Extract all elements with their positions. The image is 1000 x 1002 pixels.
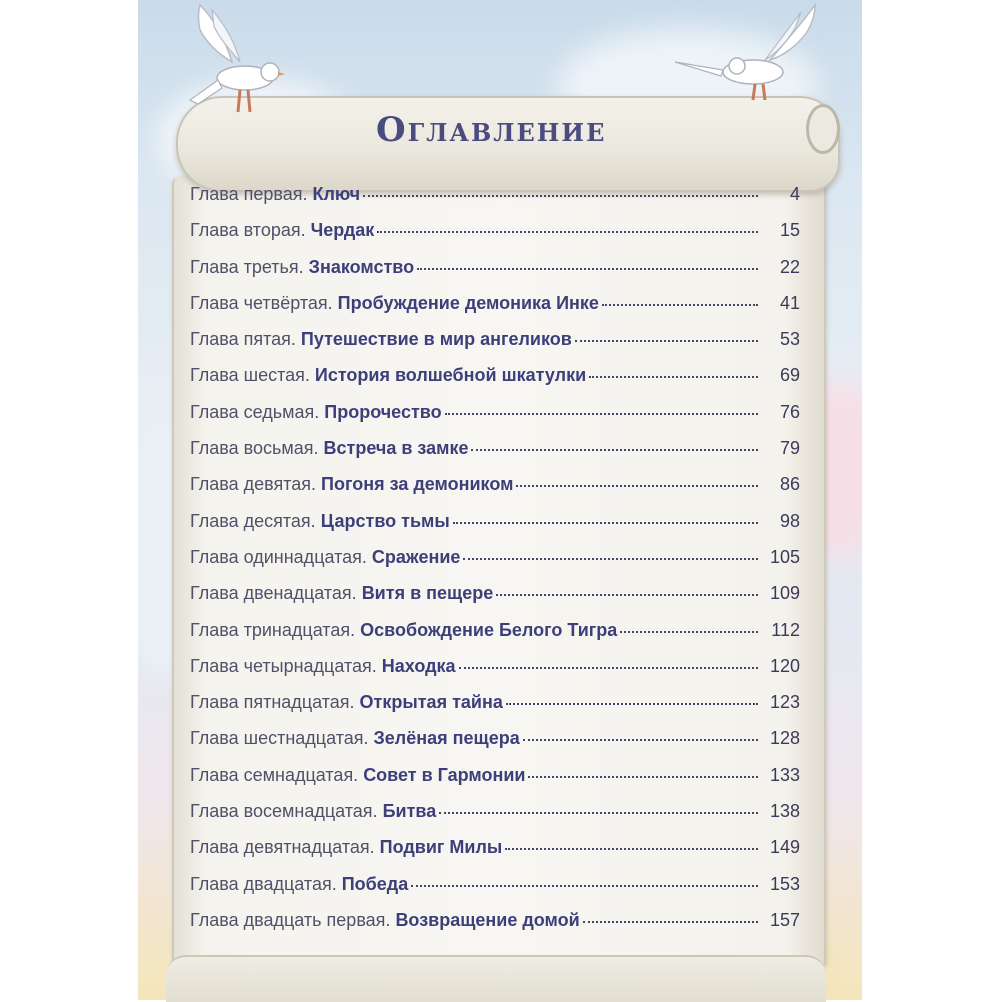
dot-leader	[505, 848, 758, 850]
page-number: 105	[769, 546, 800, 567]
chapter-title: Совет в Гармонии	[363, 764, 526, 785]
page-number: 133	[769, 764, 800, 785]
toc-entry[interactable]	[190, 692, 800, 728]
dot-leader	[589, 376, 758, 378]
dot-leader	[528, 776, 758, 778]
chapter-title: Битва	[382, 801, 437, 822]
toc-entry[interactable]	[190, 293, 800, 329]
chapter-title: Ключ	[312, 184, 361, 204]
dot-leader	[496, 594, 758, 596]
chapter-number: Глава вторая.	[190, 220, 306, 241]
toc-entry[interactable]	[190, 874, 800, 910]
toc-entry[interactable]	[190, 910, 800, 946]
page-title: Оглавление	[376, 110, 607, 150]
chapter-number: Глава двенадцатая.	[190, 583, 357, 604]
page-number: 22	[779, 256, 800, 277]
dot-leader	[523, 739, 758, 741]
chapter-title: Чердак	[310, 220, 375, 241]
toc-entry[interactable]	[190, 583, 800, 619]
dot-leader	[575, 340, 758, 342]
chapter-number: Глава пятнадцатая.	[190, 692, 355, 713]
page-number: 128	[769, 728, 800, 749]
chapter-title: Витя в пещере	[361, 583, 494, 604]
parchment-scroll-bottom	[166, 955, 826, 1002]
toc-entry[interactable]	[190, 620, 800, 656]
page-number: 41	[779, 292, 800, 313]
page-number: 149	[769, 837, 800, 858]
chapter-number: Глава десятая.	[190, 510, 316, 531]
chapter-number: Глава тринадцатая.	[190, 619, 356, 640]
chapter-number: Глава восьмая.	[190, 438, 319, 459]
toc-entry[interactable]	[190, 438, 800, 474]
chapter-title: Знакомство	[308, 256, 415, 277]
scroll-curl-icon	[806, 104, 840, 154]
chapter-number: Глава двадцать первая.	[190, 909, 391, 930]
dove-icon	[170, 0, 290, 120]
dot-leader	[602, 304, 758, 306]
page-number: 69	[779, 365, 800, 386]
chapter-title: Сражение	[371, 546, 461, 567]
chapter-number: Глава восемнадцатая.	[190, 801, 378, 822]
dot-leader	[453, 522, 758, 524]
chapter-number: Глава семнадцатая.	[190, 764, 359, 785]
toc-entry[interactable]	[190, 329, 800, 365]
chapter-title: Зелёная пещера	[373, 728, 520, 749]
chapter-title: Возвращение домой	[395, 909, 580, 930]
dot-leader	[363, 195, 758, 197]
dot-leader	[463, 558, 758, 560]
chapter-title: Царство тьмы	[320, 510, 450, 531]
dot-leader	[417, 268, 758, 270]
toc-entry[interactable]	[190, 837, 800, 873]
chapter-title: Погоня за демоником	[321, 474, 514, 495]
chapter-number: Глава одиннадцатая.	[190, 546, 367, 567]
page-number: 123	[769, 692, 800, 713]
dot-leader	[506, 703, 758, 705]
dot-leader	[445, 413, 758, 415]
chapter-number: Глава двадцатая.	[190, 873, 337, 894]
chapter-number: Глава четырнадцатая.	[190, 655, 377, 676]
chapter-number: Глава первая.	[190, 184, 308, 204]
dot-leader	[377, 231, 758, 233]
chapter-number: Глава седьмая.	[190, 401, 320, 422]
toc-entry[interactable]	[190, 184, 800, 220]
toc-entry[interactable]	[190, 765, 800, 801]
toc-entry[interactable]	[190, 257, 800, 293]
toc-entry[interactable]	[190, 728, 800, 764]
dot-leader	[459, 667, 758, 669]
toc-entry[interactable]	[190, 402, 800, 438]
page-number: 53	[779, 329, 800, 350]
chapter-title: История волшебной шкатулки	[314, 365, 587, 386]
toc-entry[interactable]	[190, 547, 800, 583]
dot-leader	[439, 812, 758, 814]
chapter-number: Глава шестая.	[190, 365, 310, 386]
dot-leader	[516, 485, 758, 487]
dot-leader	[411, 885, 758, 887]
table-of-contents	[190, 184, 800, 946]
chapter-number: Глава девятнадцатая.	[190, 837, 375, 858]
chapter-title: Находка	[381, 655, 456, 676]
page-number: 15	[779, 220, 800, 241]
chapter-title: Пророчество	[324, 401, 442, 422]
chapter-title: Встреча в замке	[323, 438, 469, 459]
page-number: 86	[779, 474, 800, 495]
dot-leader	[583, 921, 758, 923]
chapter-title: Победа	[341, 873, 409, 894]
dot-leader	[620, 631, 758, 633]
toc-entry[interactable]	[190, 365, 800, 401]
page-number: 98	[779, 510, 800, 531]
dot-leader	[471, 449, 758, 451]
toc-entry[interactable]	[190, 656, 800, 692]
chapter-number: Глава четвёртая.	[190, 292, 333, 313]
chapter-number: Глава пятая.	[190, 329, 296, 350]
page-number: 157	[769, 909, 800, 930]
toc-entry[interactable]	[190, 511, 800, 547]
dove-icon	[675, 0, 835, 105]
chapter-title: Подвиг Милы	[379, 837, 503, 858]
chapter-number: Глава девятая.	[190, 474, 317, 495]
toc-entry[interactable]	[190, 474, 800, 510]
page-number: 120	[769, 655, 800, 676]
page-number: 76	[779, 401, 800, 422]
page-number: 109	[769, 583, 800, 604]
page-number: 79	[779, 438, 800, 459]
page-number: 4	[789, 184, 800, 204]
toc-entry[interactable]	[190, 801, 800, 837]
page-number: 153	[769, 873, 800, 894]
page-number: 138	[769, 801, 800, 822]
chapter-title: Пробуждение демоника Инке	[337, 292, 599, 313]
toc-entry[interactable]	[190, 220, 800, 256]
chapter-title: Освобождение Белого Тигра	[360, 619, 618, 640]
page-number: 112	[771, 619, 800, 640]
chapter-title: Открытая тайна	[359, 692, 503, 713]
chapter-number: Глава третья.	[190, 256, 304, 277]
chapter-number: Глава шестнадцатая.	[190, 728, 369, 749]
chapter-title: Путешествие в мир ангеликов	[300, 329, 572, 350]
